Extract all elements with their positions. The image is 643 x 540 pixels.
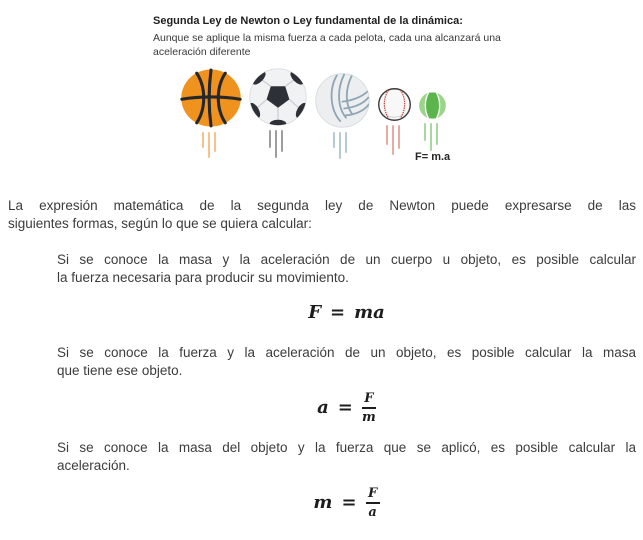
header-block <box>153 14 523 59</box>
formula-m-equals-f-over-a: m = $\frac{F}{a}$ <box>57 486 636 520</box>
intro-paragraph <box>8 197 636 233</box>
section-force-line-2: la fuerza necesaria para producir su movimiento. <box>57 270 349 285</box>
baseball-icon <box>377 67 412 163</box>
section-mass <box>57 344 636 425</box>
section-force-line-1: Si se conoce la masa y la aceleración de un cuerpo u objeto, es posible calcular <box>57 252 636 267</box>
balls-row <box>180 67 447 163</box>
section-mass-line-1: Si se conoce la fuerza y la aceleración de un objeto, es posible calcular la masa <box>57 345 636 360</box>
section-acceleration-line-2: aceleración. <box>57 458 130 473</box>
document-subtitle <box>153 31 523 59</box>
force-formula-label: F= m.a <box>415 151 451 163</box>
balls-illustration <box>0 67 643 187</box>
intro-line-2: siguientes formas, según lo que se quiera calcular: <box>8 216 312 231</box>
section-acceleration-line-1: Si se conoce la masa del objeto y la fuerza que se aplicó, es posible calcular la <box>57 440 636 455</box>
intro-line-1: La expresión matemática de la segunda ley de Newton puede expresarse de las <box>8 198 636 213</box>
formula-f-equals-ma: F = ma <box>308 302 385 323</box>
soccer-ball-motion-trail <box>269 130 283 158</box>
document-title: Segunda Ley de Newton o Ley fundamental de la dinámica: <box>153 15 463 27</box>
section-mass-line-2: que tiene ese objeto. <box>57 363 183 378</box>
section-force <box>57 251 636 322</box>
soccer-ball-icon <box>248 67 308 163</box>
tennis-ball-icon <box>418 67 447 163</box>
subtitle-line-2: aceleración diferente <box>153 46 251 58</box>
formula-a-equals-f-over-m: a = $\frac{F}{m}$ <box>317 391 376 425</box>
volleyball-motion-trail <box>333 132 347 159</box>
baseball-motion-trail <box>386 125 400 155</box>
volleyball-icon <box>314 67 371 163</box>
section-acceleration <box>57 439 636 520</box>
basketball-icon <box>180 67 242 163</box>
basketball-motion-trail <box>202 132 216 158</box>
tennis-ball-motion-trail <box>424 123 438 151</box>
subtitle-line-1: Aunque se aplique la misma fuerza a cada pelota, cada una alcanzará una <box>153 32 501 44</box>
